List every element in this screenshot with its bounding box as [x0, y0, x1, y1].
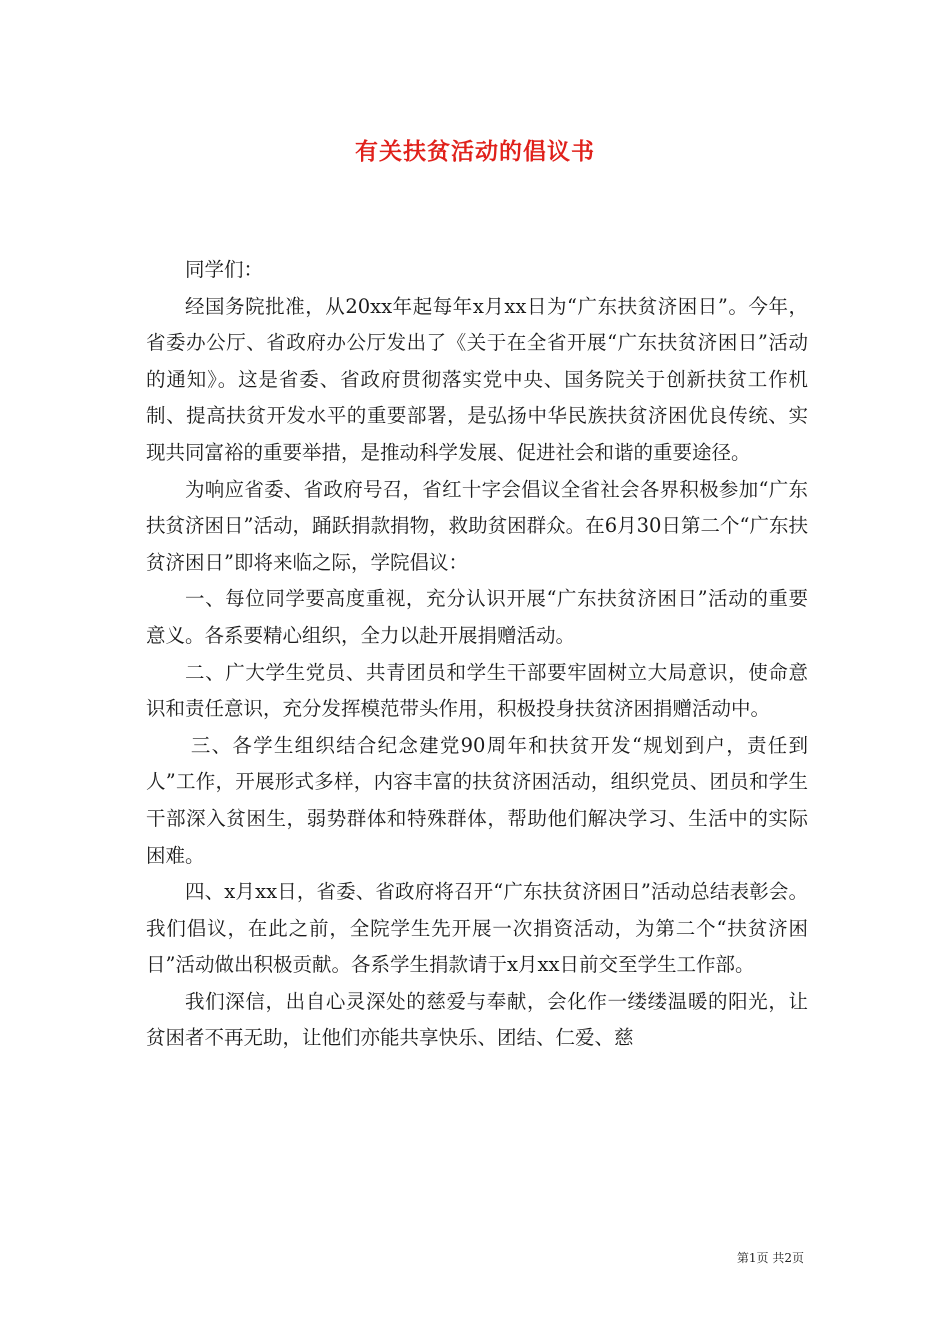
salutation: 同学们： [185, 258, 264, 281]
paragraph: 为响应省委、省政府号召，省红十字会倡议全省社会各界积极参加“广东扶贫济困日”活动，踊跃捐款捐物，救助贫困群众。在6月30日第二个“广东扶贫济困日”即将来临之际，学院倡议： [146, 477, 808, 574]
paragraph: 我们深信，出自心灵深处的慈爱与奉献，会化作一缕缕温暖的阳光，让贫困者不再无助，让他们亦能共享快乐、团结、仁爱、慈 [146, 989, 808, 1050]
page-number: 第1页 共2页 [736, 1251, 804, 1265]
paragraph: 一、每位同学要高度重视，充分认识开展“广东扶贫济困日”活动的重要意义。各系要精心组织，全力以赴开展捐赠活动。 [146, 587, 808, 647]
paragraph: 二、广大学生党员、共青团员和学生干部要牢固树立大局意识，使命意识和责任意识，充分发挥模范带头作用，积极投身扶贫济困捐赠活动中。 [146, 660, 808, 721]
paragraph: 经国务院批准，从20xx年起每年x月xx日为“广东扶贫济困日”。今年，省委办公厅、省政府办公厅发出了《关于在全省开展“广东扶贫济困日”活动的通知》。这是省委、省政府贯彻落实党中央、国务院关于创新扶贫工作机制、提高扶贫开发水平的重要部署，是弘扬中华民族扶贫济困优良传统、实现共同富裕的重要举措，是推动科学发展、促进社会和谐的重要途径。 [146, 294, 808, 464]
paragraph: 三、各学生组织结合纪念建党90周年和扶贫开发“规划到户，责任到人”工作，开展形式多样，内容丰富的扶贫济困活动，组织党员、团员和学生干部深入贫困生，弱势群体和特殊群体，帮助他们解决学习、生活中的实际困难。 [146, 733, 808, 867]
document-title: 有关扶贫活动的倡议书 [355, 139, 595, 165]
document-body [146, 252, 808, 1057]
paragraph: 四、x月xx日，省委、省政府将召开“广东扶贫济困日”活动总结表彰会。我们倡议，在此之前，全院学生先开展一次捐资活动，为第二个“扶贫济困日”活动做出积极贡献。各系学生捐款请于x月xx日前交至学生工作部。 [146, 880, 808, 977]
